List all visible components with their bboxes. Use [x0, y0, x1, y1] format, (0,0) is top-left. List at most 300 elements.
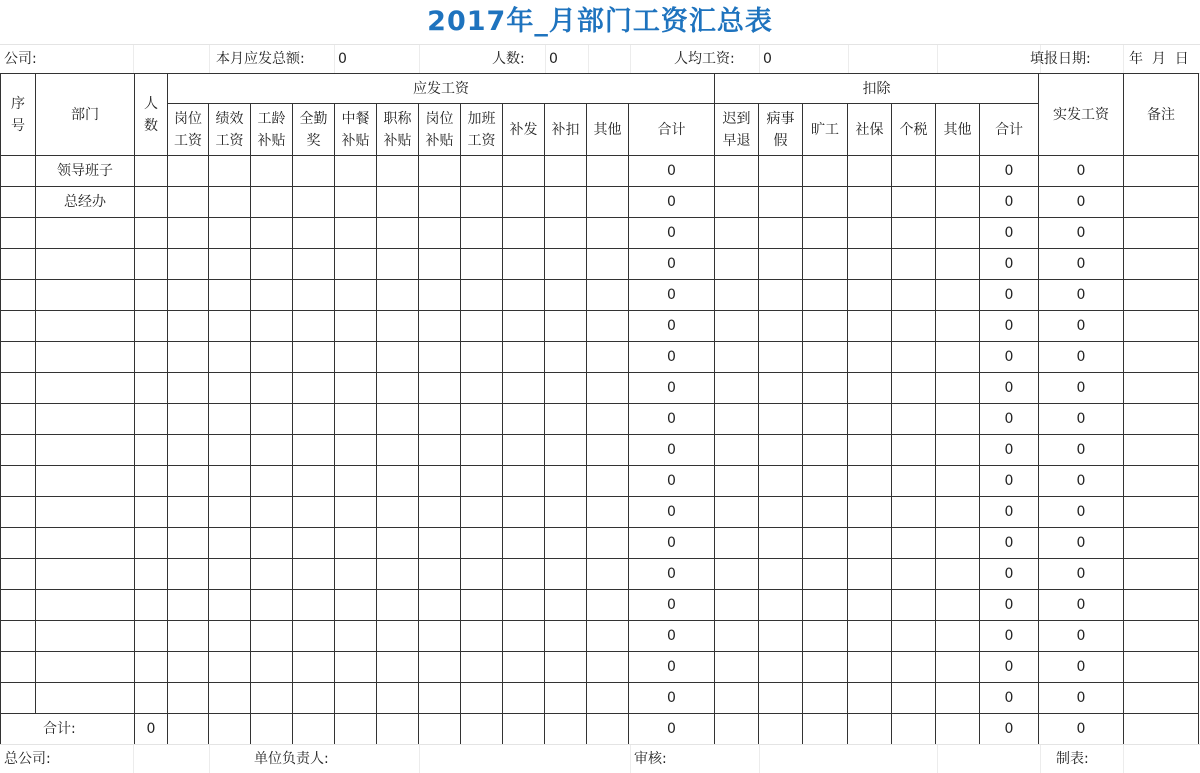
payable-cell[interactable] — [168, 528, 209, 559]
people-cell[interactable] — [135, 404, 168, 435]
deduct-cell[interactable] — [715, 435, 759, 466]
payable-cell[interactable] — [335, 218, 377, 249]
payable-cell[interactable] — [251, 683, 293, 714]
deduct-cell[interactable] — [892, 156, 936, 187]
payable-cell[interactable] — [335, 466, 377, 497]
payable-cell[interactable] — [209, 621, 251, 652]
deduct-cell[interactable] — [715, 590, 759, 621]
payable-cell[interactable] — [293, 590, 335, 621]
payable-cell[interactable] — [335, 280, 377, 311]
deduct-cell[interactable] — [803, 311, 848, 342]
deduct-cell[interactable] — [936, 621, 980, 652]
totals-deduct-cell[interactable] — [936, 714, 980, 745]
deduct-total-cell[interactable]: 0 — [980, 621, 1039, 652]
payable-cell[interactable] — [503, 652, 545, 683]
people-cell[interactable] — [135, 683, 168, 714]
dept-cell[interactable] — [36, 218, 135, 249]
payable-cell[interactable] — [168, 590, 209, 621]
payable-cell[interactable] — [461, 280, 503, 311]
totals-payable-cell[interactable] — [503, 714, 545, 745]
payable-cell[interactable] — [251, 280, 293, 311]
net-cell[interactable]: 0 — [1039, 683, 1124, 714]
people-cell[interactable] — [135, 466, 168, 497]
payable-cell[interactable] — [419, 528, 461, 559]
totals-payable-cell[interactable] — [587, 714, 629, 745]
deduct-cell[interactable] — [759, 497, 803, 528]
totals-deduct-cell[interactable] — [715, 714, 759, 745]
payable-cell[interactable] — [545, 404, 587, 435]
deduct-cell[interactable] — [936, 373, 980, 404]
payable-cell[interactable] — [503, 683, 545, 714]
deduct-cell[interactable] — [759, 156, 803, 187]
payable-cell[interactable] — [335, 342, 377, 373]
deduct-cell[interactable] — [892, 652, 936, 683]
payable-cell[interactable] — [168, 342, 209, 373]
remark-cell[interactable] — [1124, 311, 1199, 342]
payable-cell[interactable] — [209, 311, 251, 342]
payable-cell[interactable] — [251, 435, 293, 466]
deduct-cell[interactable] — [715, 280, 759, 311]
payable-cell[interactable] — [503, 404, 545, 435]
payable-total-cell[interactable]: 0 — [629, 683, 715, 714]
dept-cell[interactable] — [36, 621, 135, 652]
payable-total-cell[interactable]: 0 — [629, 528, 715, 559]
people-cell[interactable] — [135, 435, 168, 466]
deduct-cell[interactable] — [803, 466, 848, 497]
payable-cell[interactable] — [335, 373, 377, 404]
seq-cell[interactable] — [1, 652, 36, 683]
deduct-cell[interactable] — [715, 249, 759, 280]
payable-cell[interactable] — [251, 187, 293, 218]
payable-cell[interactable] — [251, 559, 293, 590]
deduct-cell[interactable] — [892, 280, 936, 311]
payable-cell[interactable] — [503, 466, 545, 497]
deduct-total-cell[interactable]: 0 — [980, 652, 1039, 683]
people-cell[interactable] — [135, 559, 168, 590]
payable-cell[interactable] — [503, 621, 545, 652]
deduct-cell[interactable] — [759, 280, 803, 311]
payable-cell[interactable] — [209, 373, 251, 404]
deduct-cell[interactable] — [936, 435, 980, 466]
deduct-cell[interactable] — [848, 466, 892, 497]
payable-cell[interactable] — [293, 342, 335, 373]
payable-cell[interactable] — [209, 404, 251, 435]
deduct-cell[interactable] — [715, 621, 759, 652]
remark-cell[interactable] — [1124, 652, 1199, 683]
deduct-cell[interactable] — [848, 528, 892, 559]
deduct-cell[interactable] — [715, 156, 759, 187]
payable-cell[interactable] — [293, 559, 335, 590]
payable-cell[interactable] — [335, 497, 377, 528]
deduct-cell[interactable] — [715, 342, 759, 373]
payable-cell[interactable] — [545, 590, 587, 621]
payable-cell[interactable] — [293, 435, 335, 466]
payable-cell[interactable] — [503, 497, 545, 528]
deduct-cell[interactable] — [848, 497, 892, 528]
payable-cell[interactable] — [168, 373, 209, 404]
people-cell[interactable] — [135, 373, 168, 404]
payable-cell[interactable] — [251, 311, 293, 342]
deduct-total-cell[interactable]: 0 — [980, 683, 1039, 714]
payable-cell[interactable] — [545, 156, 587, 187]
payable-cell[interactable] — [335, 187, 377, 218]
deduct-cell[interactable] — [848, 218, 892, 249]
net-cell[interactable]: 0 — [1039, 404, 1124, 435]
totals-payable-cell[interactable] — [251, 714, 293, 745]
payable-cell[interactable] — [587, 156, 629, 187]
payable-cell[interactable] — [335, 683, 377, 714]
totals-payable-cell[interactable] — [461, 714, 503, 745]
payable-total-cell[interactable]: 0 — [629, 652, 715, 683]
payable-cell[interactable] — [251, 652, 293, 683]
payable-cell[interactable] — [419, 497, 461, 528]
seq-cell[interactable] — [1, 559, 36, 590]
payable-cell[interactable] — [377, 435, 419, 466]
payable-cell[interactable] — [461, 218, 503, 249]
remark-cell[interactable] — [1124, 342, 1199, 373]
people-cell[interactable] — [135, 280, 168, 311]
dept-cell[interactable] — [36, 435, 135, 466]
payable-cell[interactable] — [545, 218, 587, 249]
payable-cell[interactable] — [503, 156, 545, 187]
payable-cell[interactable] — [461, 342, 503, 373]
payable-cell[interactable] — [209, 280, 251, 311]
payable-cell[interactable] — [168, 497, 209, 528]
payable-total-cell[interactable]: 0 — [629, 435, 715, 466]
dept-cell[interactable] — [36, 311, 135, 342]
deduct-cell[interactable] — [892, 528, 936, 559]
totals-deduct-total[interactable]: 0 — [980, 714, 1039, 745]
net-cell[interactable]: 0 — [1039, 528, 1124, 559]
deduct-cell[interactable] — [848, 373, 892, 404]
payable-cell[interactable] — [503, 342, 545, 373]
deduct-cell[interactable] — [759, 590, 803, 621]
dept-cell[interactable] — [36, 497, 135, 528]
remark-cell[interactable] — [1124, 683, 1199, 714]
deduct-cell[interactable] — [715, 311, 759, 342]
payable-cell[interactable] — [377, 528, 419, 559]
payable-cell[interactable] — [293, 249, 335, 280]
people-cell[interactable] — [135, 497, 168, 528]
payable-cell[interactable] — [587, 528, 629, 559]
payable-cell[interactable] — [545, 373, 587, 404]
seq-cell[interactable] — [1, 621, 36, 652]
payable-cell[interactable] — [545, 280, 587, 311]
deduct-cell[interactable] — [848, 435, 892, 466]
deduct-cell[interactable] — [759, 218, 803, 249]
payable-cell[interactable] — [587, 621, 629, 652]
payable-total-cell[interactable]: 0 — [629, 497, 715, 528]
payable-cell[interactable] — [251, 497, 293, 528]
payable-cell[interactable] — [335, 156, 377, 187]
deduct-total-cell[interactable]: 0 — [980, 187, 1039, 218]
payable-cell[interactable] — [335, 621, 377, 652]
payable-cell[interactable] — [335, 249, 377, 280]
payable-cell[interactable] — [251, 621, 293, 652]
totals-net[interactable]: 0 — [1039, 714, 1124, 745]
payable-cell[interactable] — [377, 497, 419, 528]
payable-cell[interactable] — [293, 156, 335, 187]
payable-cell[interactable] — [587, 590, 629, 621]
payable-cell[interactable] — [419, 404, 461, 435]
deduct-cell[interactable] — [936, 187, 980, 218]
totals-payable-cell[interactable] — [377, 714, 419, 745]
deduct-cell[interactable] — [936, 342, 980, 373]
totals-deduct-cell[interactable] — [803, 714, 848, 745]
payable-cell[interactable] — [335, 652, 377, 683]
remark-cell[interactable] — [1124, 373, 1199, 404]
payable-total-cell[interactable]: 0 — [629, 559, 715, 590]
payable-cell[interactable] — [503, 218, 545, 249]
deduct-cell[interactable] — [848, 280, 892, 311]
payable-cell[interactable] — [587, 249, 629, 280]
payable-cell[interactable] — [545, 497, 587, 528]
deduct-cell[interactable] — [848, 683, 892, 714]
payable-cell[interactable] — [335, 559, 377, 590]
deduct-cell[interactable] — [759, 373, 803, 404]
payable-cell[interactable] — [168, 621, 209, 652]
payable-cell[interactable] — [293, 497, 335, 528]
dept-cell[interactable] — [36, 559, 135, 590]
deduct-cell[interactable] — [715, 528, 759, 559]
dept-cell[interactable] — [36, 342, 135, 373]
payable-cell[interactable] — [419, 559, 461, 590]
payable-total-cell[interactable]: 0 — [629, 621, 715, 652]
deduct-cell[interactable] — [892, 404, 936, 435]
deduct-cell[interactable] — [848, 652, 892, 683]
payable-cell[interactable] — [209, 528, 251, 559]
seq-cell[interactable] — [1, 497, 36, 528]
deduct-cell[interactable] — [715, 404, 759, 435]
payable-cell[interactable] — [503, 187, 545, 218]
payable-cell[interactable] — [168, 311, 209, 342]
deduct-cell[interactable] — [803, 435, 848, 466]
net-cell[interactable]: 0 — [1039, 497, 1124, 528]
deduct-total-cell[interactable]: 0 — [980, 373, 1039, 404]
net-cell[interactable]: 0 — [1039, 621, 1124, 652]
payable-cell[interactable] — [377, 249, 419, 280]
net-cell[interactable]: 0 — [1039, 280, 1124, 311]
payable-cell[interactable] — [209, 187, 251, 218]
deduct-cell[interactable] — [936, 466, 980, 497]
totals-payable-cell[interactable] — [419, 714, 461, 745]
totals-deduct-cell[interactable] — [759, 714, 803, 745]
net-cell[interactable]: 0 — [1039, 652, 1124, 683]
deduct-cell[interactable] — [936, 528, 980, 559]
payable-cell[interactable] — [168, 652, 209, 683]
remark-cell[interactable] — [1124, 528, 1199, 559]
totals-deduct-cell[interactable] — [848, 714, 892, 745]
payable-cell[interactable] — [377, 652, 419, 683]
payable-cell[interactable] — [545, 249, 587, 280]
seq-cell[interactable] — [1, 590, 36, 621]
deduct-cell[interactable] — [715, 466, 759, 497]
payable-total-cell[interactable]: 0 — [629, 249, 715, 280]
payable-cell[interactable] — [587, 373, 629, 404]
payable-cell[interactable] — [293, 621, 335, 652]
seq-cell[interactable] — [1, 218, 36, 249]
payable-total-cell[interactable]: 0 — [629, 466, 715, 497]
payable-cell[interactable] — [461, 249, 503, 280]
payable-cell[interactable] — [503, 373, 545, 404]
deduct-cell[interactable] — [803, 559, 848, 590]
net-cell[interactable]: 0 — [1039, 342, 1124, 373]
deduct-cell[interactable] — [936, 497, 980, 528]
people-cell[interactable] — [135, 156, 168, 187]
deduct-cell[interactable] — [803, 683, 848, 714]
deduct-cell[interactable] — [892, 187, 936, 218]
payable-cell[interactable] — [419, 280, 461, 311]
payable-cell[interactable] — [168, 187, 209, 218]
deduct-cell[interactable] — [759, 466, 803, 497]
deduct-cell[interactable] — [759, 621, 803, 652]
payable-cell[interactable] — [503, 280, 545, 311]
payable-cell[interactable] — [168, 404, 209, 435]
payable-cell[interactable] — [419, 683, 461, 714]
dept-cell[interactable] — [36, 528, 135, 559]
deduct-cell[interactable] — [759, 435, 803, 466]
payable-cell[interactable] — [209, 342, 251, 373]
payable-cell[interactable] — [587, 311, 629, 342]
remark-cell[interactable] — [1124, 249, 1199, 280]
payable-cell[interactable] — [209, 249, 251, 280]
payable-cell[interactable] — [209, 590, 251, 621]
payable-cell[interactable] — [293, 683, 335, 714]
payable-cell[interactable] — [419, 249, 461, 280]
payable-cell[interactable] — [419, 218, 461, 249]
deduct-total-cell[interactable]: 0 — [980, 156, 1039, 187]
payable-cell[interactable] — [503, 435, 545, 466]
deduct-cell[interactable] — [936, 652, 980, 683]
deduct-cell[interactable] — [803, 156, 848, 187]
payable-cell[interactable] — [168, 559, 209, 590]
totals-people[interactable]: 0 — [135, 714, 168, 745]
people-cell[interactable] — [135, 342, 168, 373]
deduct-cell[interactable] — [936, 156, 980, 187]
payable-cell[interactable] — [461, 621, 503, 652]
seq-cell[interactable] — [1, 435, 36, 466]
payable-cell[interactable] — [209, 156, 251, 187]
payable-cell[interactable] — [209, 683, 251, 714]
payable-cell[interactable] — [419, 466, 461, 497]
payable-cell[interactable] — [587, 497, 629, 528]
deduct-total-cell[interactable]: 0 — [980, 280, 1039, 311]
payable-cell[interactable] — [209, 497, 251, 528]
payable-cell[interactable] — [587, 342, 629, 373]
payable-cell[interactable] — [461, 528, 503, 559]
deduct-cell[interactable] — [936, 249, 980, 280]
seq-cell[interactable] — [1, 280, 36, 311]
deduct-cell[interactable] — [892, 466, 936, 497]
payable-cell[interactable] — [545, 311, 587, 342]
deduct-cell[interactable] — [759, 187, 803, 218]
payable-cell[interactable] — [293, 528, 335, 559]
dept-cell[interactable] — [36, 466, 135, 497]
payable-cell[interactable] — [377, 373, 419, 404]
payable-cell[interactable] — [545, 683, 587, 714]
seq-cell[interactable] — [1, 528, 36, 559]
payable-cell[interactable] — [293, 280, 335, 311]
payable-cell[interactable] — [377, 311, 419, 342]
payable-cell[interactable] — [168, 683, 209, 714]
seq-cell[interactable] — [1, 342, 36, 373]
payable-cell[interactable] — [335, 311, 377, 342]
deduct-total-cell[interactable]: 0 — [980, 218, 1039, 249]
net-cell[interactable]: 0 — [1039, 311, 1124, 342]
deduct-cell[interactable] — [715, 683, 759, 714]
payable-cell[interactable] — [293, 311, 335, 342]
deduct-cell[interactable] — [892, 559, 936, 590]
payable-cell[interactable] — [251, 342, 293, 373]
deduct-total-cell[interactable]: 0 — [980, 559, 1039, 590]
deduct-cell[interactable] — [803, 187, 848, 218]
payable-cell[interactable] — [335, 435, 377, 466]
payable-cell[interactable] — [209, 218, 251, 249]
payable-cell[interactable] — [545, 342, 587, 373]
deduct-cell[interactable] — [759, 559, 803, 590]
payable-total-cell[interactable]: 0 — [629, 218, 715, 249]
deduct-cell[interactable] — [759, 311, 803, 342]
payable-cell[interactable] — [168, 435, 209, 466]
deduct-cell[interactable] — [803, 249, 848, 280]
deduct-cell[interactable] — [715, 652, 759, 683]
payable-total-cell[interactable]: 0 — [629, 311, 715, 342]
deduct-cell[interactable] — [936, 218, 980, 249]
seq-cell[interactable] — [1, 373, 36, 404]
payable-cell[interactable] — [461, 404, 503, 435]
payable-total-cell[interactable]: 0 — [629, 280, 715, 311]
payable-cell[interactable] — [503, 311, 545, 342]
deduct-cell[interactable] — [759, 404, 803, 435]
seq-cell[interactable] — [1, 311, 36, 342]
headcount-value[interactable]: 0 — [549, 51, 558, 67]
payable-cell[interactable] — [503, 528, 545, 559]
payable-cell[interactable] — [545, 652, 587, 683]
payable-cell[interactable] — [209, 559, 251, 590]
payable-cell[interactable] — [461, 311, 503, 342]
deduct-cell[interactable] — [892, 373, 936, 404]
people-cell[interactable] — [135, 621, 168, 652]
net-cell[interactable]: 0 — [1039, 435, 1124, 466]
remark-cell[interactable] — [1124, 187, 1199, 218]
deduct-cell[interactable] — [848, 590, 892, 621]
deduct-cell[interactable] — [759, 249, 803, 280]
deduct-total-cell[interactable]: 0 — [980, 528, 1039, 559]
deduct-cell[interactable] — [803, 404, 848, 435]
payable-cell[interactable] — [461, 590, 503, 621]
seq-cell[interactable] — [1, 404, 36, 435]
deduct-cell[interactable] — [759, 342, 803, 373]
payable-cell[interactable] — [419, 342, 461, 373]
payable-cell[interactable] — [377, 590, 419, 621]
payable-cell[interactable] — [587, 435, 629, 466]
deduct-cell[interactable] — [715, 218, 759, 249]
deduct-cell[interactable] — [715, 497, 759, 528]
remark-cell[interactable] — [1124, 404, 1199, 435]
dept-cell[interactable] — [36, 249, 135, 280]
payable-cell[interactable] — [587, 466, 629, 497]
dept-cell[interactable] — [36, 683, 135, 714]
deduct-cell[interactable] — [936, 590, 980, 621]
payable-cell[interactable] — [168, 249, 209, 280]
totals-payable-cell[interactable] — [168, 714, 209, 745]
remark-cell[interactable] — [1124, 466, 1199, 497]
totals-payable-cell[interactable] — [335, 714, 377, 745]
payable-cell[interactable] — [587, 652, 629, 683]
payable-total-cell[interactable]: 0 — [629, 156, 715, 187]
net-cell[interactable]: 0 — [1039, 156, 1124, 187]
seq-cell[interactable] — [1, 249, 36, 280]
